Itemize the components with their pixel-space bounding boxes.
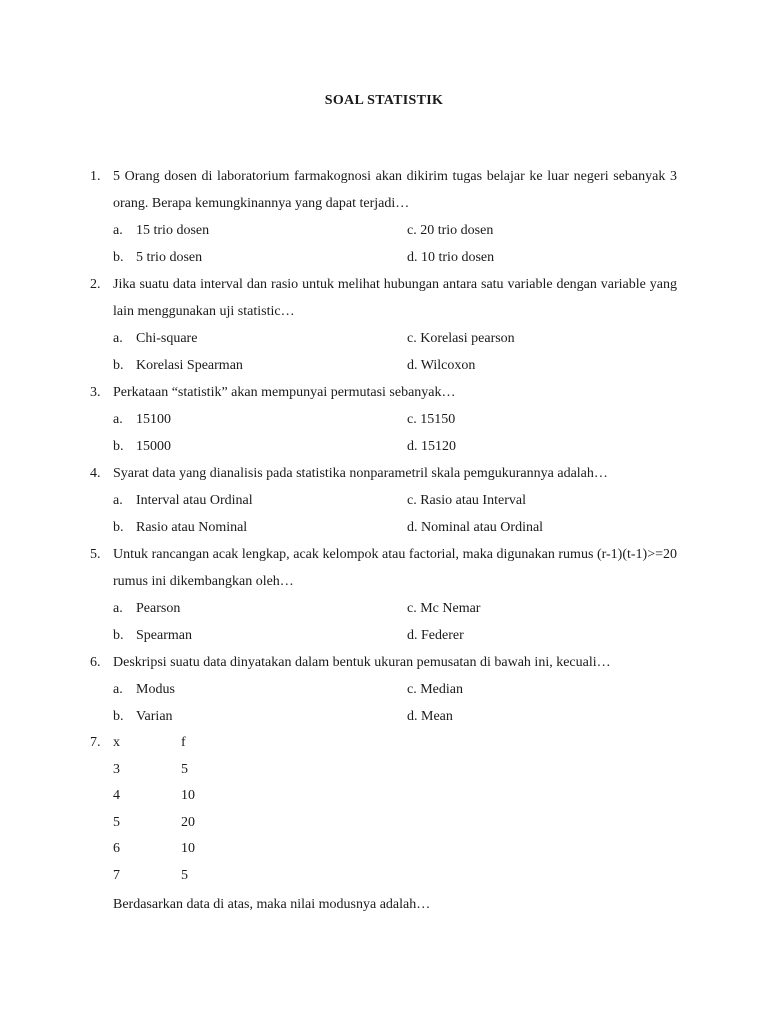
option-row bbox=[0, 433, 768, 460]
table-cell-f: 10 bbox=[181, 788, 195, 804]
table-cell-x: 3 bbox=[113, 761, 120, 777]
question-text: Syarat data yang dianalisis pada statistika nonparametril skala pemgukurannya adalah… bbox=[113, 466, 608, 481]
option-row bbox=[0, 676, 768, 703]
question-text: Untuk rancangan acak lengkap, acak kelompok atau factorial, maka digunakan rumus (r-1)(t-1)>=20 rumus ini dikembangkan oleh… bbox=[113, 547, 677, 589]
option-a: a. Modus bbox=[113, 682, 175, 697]
question-number: 6. bbox=[90, 655, 101, 670]
option-b: b. 15000 bbox=[113, 439, 171, 454]
table-cell-x: 7 bbox=[113, 867, 120, 883]
option-d: d. 10 trio dosen bbox=[407, 250, 495, 265]
option-row bbox=[0, 514, 768, 541]
table-cell-f: 5 bbox=[181, 761, 188, 777]
table-cell-f: 10 bbox=[181, 841, 195, 857]
table-row bbox=[0, 757, 768, 784]
option-c: c. 15150 bbox=[407, 412, 456, 427]
option-c: c. Mc Nemar bbox=[407, 601, 481, 616]
option-row bbox=[0, 703, 768, 730]
option-row bbox=[0, 244, 768, 271]
option-c: c. 20 trio dosen bbox=[407, 223, 494, 238]
table-row bbox=[0, 783, 768, 810]
question-text: Jika suatu data interval dan rasio untuk melihat hubungan antara satu variable dengan variable yang lain menggunakan uji statistic… bbox=[113, 277, 677, 319]
table-cell-x: 6 bbox=[113, 841, 120, 857]
table-cell-f: 5 bbox=[181, 867, 188, 883]
option-a: a. Chi-square bbox=[113, 331, 198, 346]
option-a: a. Interval atau Ordinal bbox=[113, 493, 253, 508]
question-text: Deskripsi suatu data dinyatakan dalam bentuk ukuran pemusatan di bawah ini, kecuali… bbox=[113, 655, 611, 670]
table-row bbox=[0, 810, 768, 837]
option-d: d. 15120 bbox=[407, 439, 456, 454]
table-header-f: f bbox=[181, 735, 186, 750]
frequency-table-header bbox=[0, 730, 768, 757]
option-d: d. Mean bbox=[407, 709, 453, 724]
question-list bbox=[0, 163, 768, 918]
question-4 bbox=[0, 460, 768, 541]
question-text: 5 Orang dosen di laboratorium farmakognosi akan dikirim tugas belajar ke luar negeri sebanyak 3 orang. Berapa kemungkinannya yang dapat terjadi… bbox=[113, 169, 677, 211]
option-d: d. Wilcoxon bbox=[407, 358, 476, 373]
option-c: c. Rasio atau Interval bbox=[407, 493, 526, 508]
option-c: c. Korelasi pearson bbox=[407, 331, 515, 346]
option-b: b. 5 trio dosen bbox=[113, 250, 203, 265]
question-number: 3. bbox=[90, 385, 101, 400]
option-row bbox=[0, 595, 768, 622]
option-b: b. Spearman bbox=[113, 628, 192, 643]
question-5 bbox=[0, 541, 768, 649]
question-text: Berdasarkan data di atas, maka nilai modusnya adalah… bbox=[113, 896, 431, 912]
option-b: b. Rasio atau Nominal bbox=[113, 520, 248, 535]
question-text: Perkataan “statistik” akan mempunyai permutasi sebanyak… bbox=[113, 385, 456, 400]
option-row bbox=[0, 352, 768, 379]
table-cell-x: 4 bbox=[113, 788, 120, 804]
question-number: 4. bbox=[90, 466, 101, 481]
option-d: d. Nominal atau Ordinal bbox=[407, 520, 544, 535]
option-row bbox=[0, 217, 768, 244]
question-6 bbox=[0, 649, 768, 730]
option-row bbox=[0, 325, 768, 352]
question-number: 1. bbox=[90, 169, 101, 184]
option-a: a. 15 trio dosen bbox=[113, 223, 210, 238]
question-3 bbox=[0, 379, 768, 460]
page-title: SOAL STATISTIK bbox=[324, 93, 444, 108]
option-a: a. 15100 bbox=[113, 412, 171, 427]
question-number: 7. bbox=[90, 735, 101, 750]
option-b: b. Varian bbox=[113, 709, 173, 724]
question-1 bbox=[0, 163, 768, 271]
table-cell-x: 5 bbox=[113, 814, 120, 830]
table-row bbox=[0, 836, 768, 863]
question-number: 5. bbox=[90, 547, 101, 562]
option-row bbox=[0, 622, 768, 649]
table-header-x: x bbox=[113, 735, 120, 750]
table-cell-f: 20 bbox=[181, 814, 195, 830]
option-row bbox=[0, 487, 768, 514]
option-a: a. Pearson bbox=[113, 601, 181, 616]
question-number: 2. bbox=[90, 277, 101, 292]
option-c: c. Median bbox=[407, 682, 463, 697]
option-row bbox=[0, 406, 768, 433]
table-row bbox=[0, 863, 768, 890]
option-b: b. Korelasi Spearman bbox=[113, 358, 243, 373]
option-d: d. Federer bbox=[407, 628, 464, 643]
question-2 bbox=[0, 271, 768, 379]
question-7 bbox=[0, 730, 768, 918]
